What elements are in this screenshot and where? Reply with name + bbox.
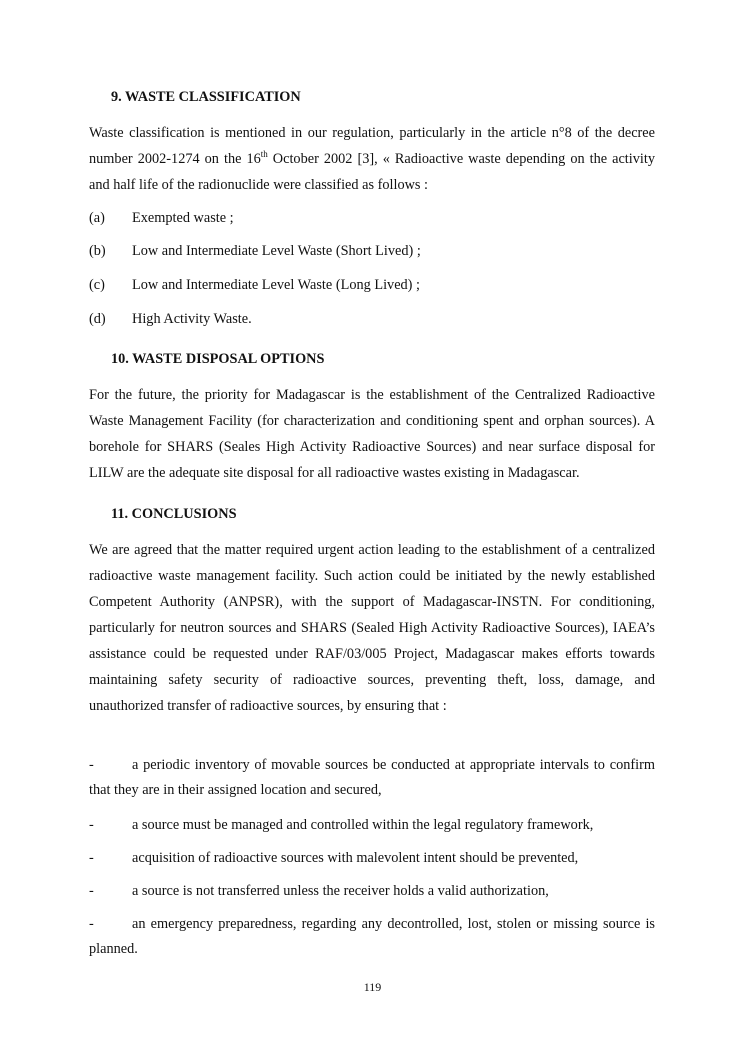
classification-item-d: [89, 311, 655, 331]
bullet-dash: -: [89, 883, 94, 899]
conclusion-bullet-1: [89, 753, 655, 803]
item-text: Exempted waste ;: [132, 210, 234, 226]
bullet-text: a periodic inventory of movable sources be conducted at appropriate intervals to confirm that they are in their assigned location and secured,: [89, 757, 655, 798]
section-9-heading: 9. WASTE CLASSIFICATION: [111, 89, 301, 105]
bullet-text: a source must be managed and controlled within the legal regulatory framework,: [132, 817, 594, 833]
bullet-text: an emergency preparedness, regarding any decontrolled, lost, stolen or missing source is planned.: [89, 916, 655, 957]
intro-text-part1: Waste classification is mentioned in our regulation, particularly in the article n°8 of the decree number 2002-1274 on the 16: [89, 125, 655, 167]
item-marker: (d): [89, 311, 106, 327]
section-11-heading: 11. CONCLUSIONS: [111, 506, 237, 522]
bullet-text: a source is not transferred unless the receiver holds a valid authorization,: [132, 883, 549, 899]
conclusion-bullet-4: [89, 883, 655, 903]
classification-item-b: [89, 243, 655, 263]
bullet-text: acquisition of radioactive sources with malevolent intent should be prevented,: [132, 850, 579, 866]
bullet-dash: -: [89, 817, 94, 833]
bullet-dash: -: [89, 757, 94, 773]
item-text: Low and Intermediate Level Waste (Long Lived) ;: [132, 277, 420, 293]
bullet-dash: -: [89, 916, 94, 932]
section-10-heading: 10. WASTE DISPOSAL OPTIONS: [111, 351, 325, 367]
section-10-body: For the future, the priority for Madagascar is the establishment of the Centralized Radioactive Waste Management Facility (for characterization and conditioning spent and orphan sources). A borehole for SHARS (Seales High Activity Radioactive Sources) and near surface disposal for LILW are the adequate site disposal for all radioactive wastes existing in Madagascar.: [89, 387, 655, 481]
item-marker: (b): [89, 243, 106, 259]
section-9-intro: [89, 120, 655, 198]
section-11-body: We are agreed that the matter required urgent action leading to the establishment of a centralized radioactive waste management facility. Such action could be initiated by the newly established Competent Authority (ANPSR), with the support of Madagascar-INSTN. For conditioning, particularly for neutron sources and SHARS (Sealed High Activity Radioactive Sources), IAEA’s assistance could be requested under RAF/03/005 Project, Madagascar makes efforts towards maintaining safety security of radioactive sources, preventing theft, loss, damage, and unauthorized transfer of radioactive sources, by ensuring that :: [89, 542, 655, 714]
item-text: Low and Intermediate Level Waste (Short Lived) ;: [132, 243, 421, 259]
conclusion-bullet-2: [89, 817, 655, 837]
classification-item-c: [89, 277, 655, 297]
item-marker: (a): [89, 210, 105, 226]
item-marker: (c): [89, 277, 105, 293]
intro-text-part2: October 2002 [3], « Radioactive waste depending on the activity and half life of the radionuclide were classified as follows :: [89, 151, 655, 193]
bullet-dash: -: [89, 850, 94, 866]
conclusion-bullet-5: [89, 912, 655, 962]
classification-item-a: [89, 210, 655, 230]
item-text: High Activity Waste.: [132, 311, 252, 327]
page-number: 119: [363, 980, 382, 994]
conclusion-bullet-3: [89, 850, 655, 870]
intro-superscript: th: [260, 149, 268, 159]
